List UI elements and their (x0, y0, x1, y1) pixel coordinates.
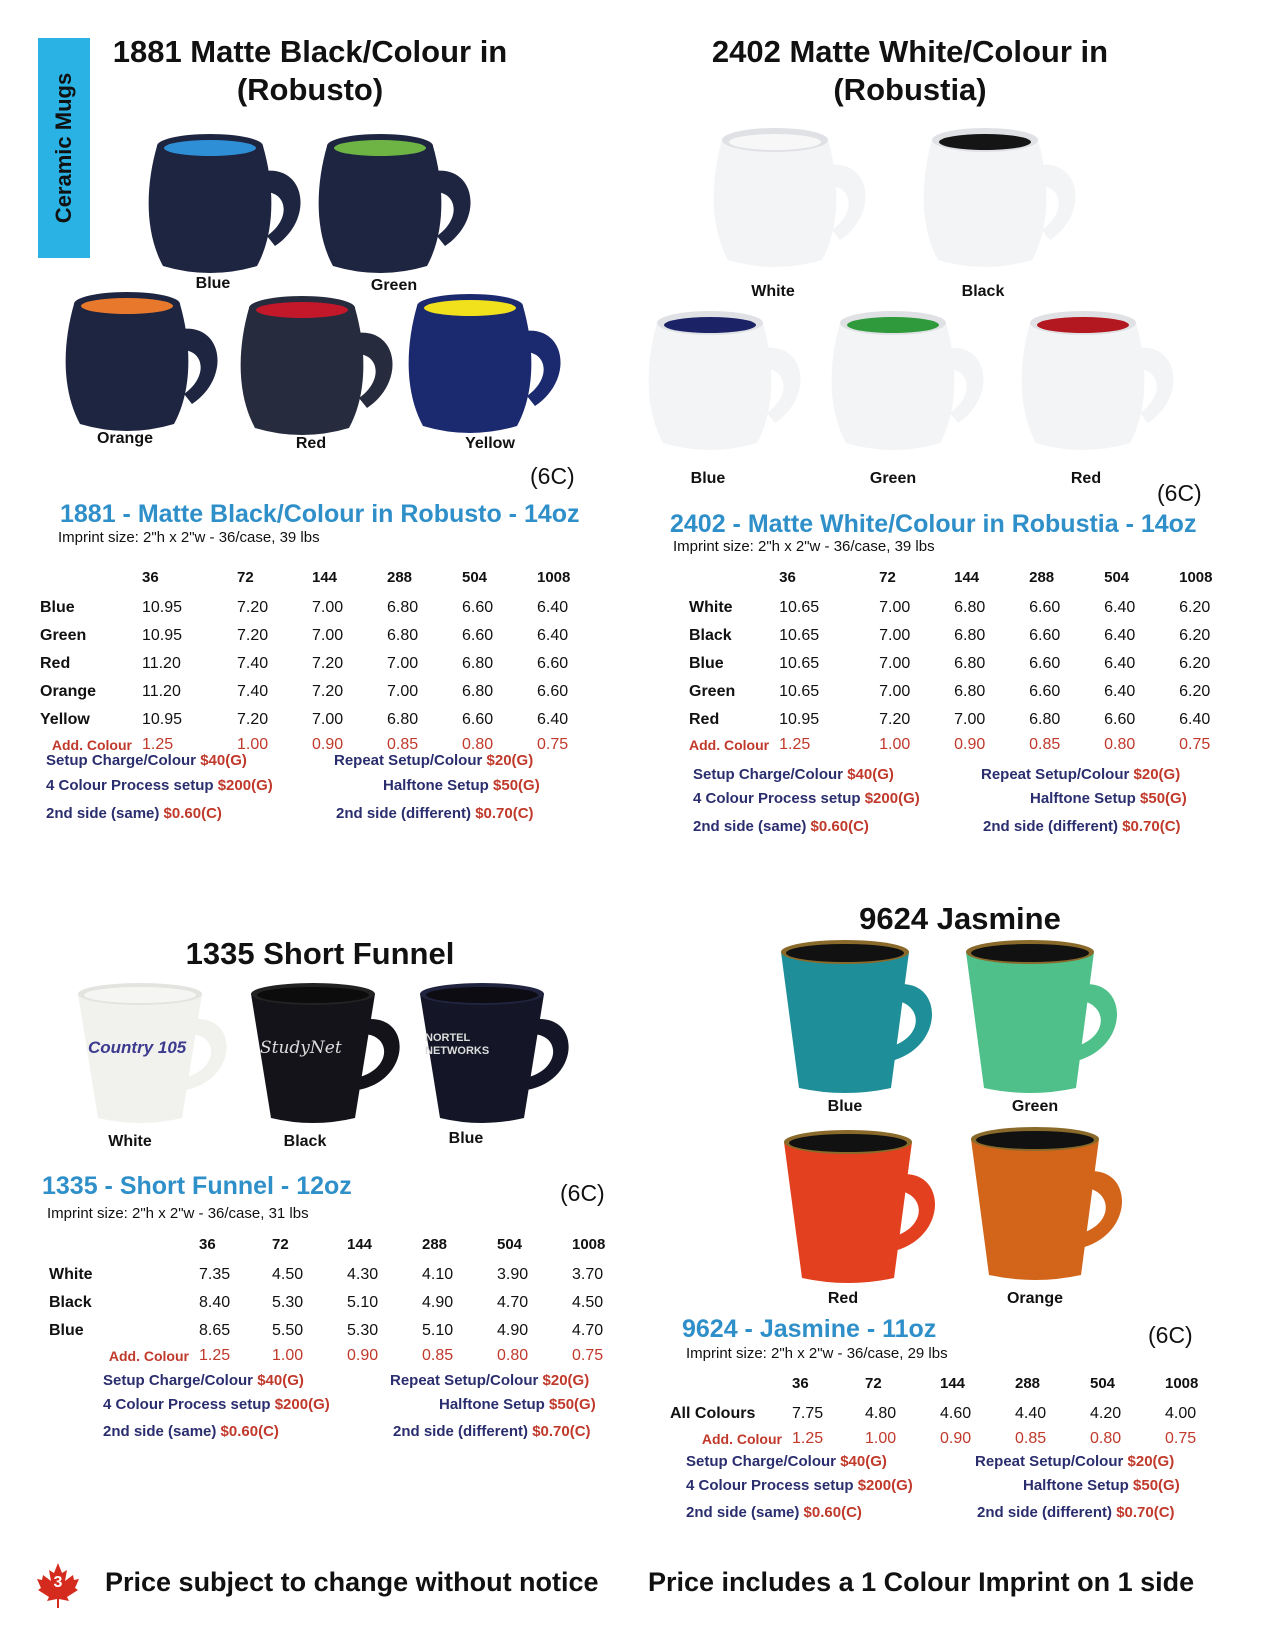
price-cell: 6.80 (954, 627, 986, 644)
setup-label: Halftone Setup (383, 777, 494, 794)
qty-header: 36 (792, 1374, 809, 1392)
price-cell: 6.60 (537, 655, 569, 672)
price-cell: 6.60 (1104, 711, 1136, 728)
imprint-size: Imprint size: 2"h x 2"w - 36/case, 29 lbs (686, 1345, 948, 1362)
price-cell: 5.30 (272, 1294, 304, 1311)
price-cell: 7.20 (312, 683, 344, 700)
price-row (40, 706, 612, 734)
p1335-subtitle: 1335 - Short Funnel - 12oz (42, 1172, 352, 1200)
price-row (40, 650, 612, 678)
repeat-setup (981, 766, 1180, 783)
price-cell: 0.75 (572, 1347, 604, 1364)
price-cell: 10.95 (142, 711, 183, 728)
qty-header: 1008 (572, 1235, 606, 1253)
row-label: Blue (689, 655, 724, 672)
footer-disclaimer: Price subject to change without notice (105, 1567, 599, 1597)
mug-2402-white (710, 122, 890, 272)
second-side-same (693, 818, 869, 835)
qty-header: 72 (272, 1235, 289, 1253)
setup-label: Repeat Setup/Colour (334, 752, 487, 769)
qty-header: 144 (312, 568, 338, 586)
price-cell: 10.65 (779, 627, 820, 644)
setup-price: $200(G) (864, 790, 920, 807)
mug-2402-black (920, 122, 1100, 272)
price-cell: 4.30 (347, 1266, 379, 1283)
logo-nortel: NORTEL NETWORKS (425, 1032, 490, 1057)
print-code: (6C) (1148, 1322, 1193, 1348)
price-cell: 6.60 (1029, 599, 1061, 616)
mug-9624-orange (965, 1127, 1145, 1287)
mug-label: Orange (1006, 1290, 1063, 1307)
setup-label: 4 Colour Process setup (693, 790, 865, 807)
price-cell: 0.80 (1104, 736, 1136, 753)
mug-label: Black (961, 283, 1005, 300)
price-cell: 6.60 (537, 683, 569, 700)
price-table-2402 (689, 560, 1254, 756)
mug-1881-yellow (405, 288, 585, 438)
price-cell: 6.40 (1104, 655, 1136, 672)
setup-charge (686, 1453, 887, 1470)
price-cell: 6.60 (462, 599, 494, 616)
price-cell: 7.20 (237, 599, 269, 616)
price-cell: 1.00 (865, 1430, 897, 1447)
price-cell: 0.90 (954, 736, 986, 753)
imprint-size: Imprint size: 2"h x 2"w - 36/case, 39 lbs (58, 529, 320, 546)
mug-label: Blue (448, 1130, 484, 1147)
row-label: Red (40, 655, 71, 672)
qty-header: 72 (865, 1374, 882, 1392)
setup-price: $0.70(C) (1122, 818, 1181, 835)
price-cell: 4.20 (1090, 1405, 1122, 1422)
imprint-size: Imprint size: 2"h x 2"w - 36/case, 31 lbs (47, 1205, 309, 1222)
setup-label: Halftone Setup (1030, 790, 1141, 807)
setup-price: $20(G) (486, 752, 534, 769)
repeat-setup (975, 1453, 1174, 1470)
mug-9624-red (778, 1130, 958, 1290)
row-label: Green (40, 627, 87, 644)
setup-price: $0.70(C) (532, 1423, 591, 1440)
row-label: Blue (49, 1322, 84, 1339)
price-cell: 6.80 (954, 683, 986, 700)
setup-price: $40(G) (840, 1453, 887, 1470)
price-table-1335 (49, 1227, 647, 1367)
mug-label: Orange (96, 430, 153, 447)
second-side-different (336, 805, 534, 822)
price-row (49, 1289, 647, 1317)
price-cell: 4.90 (422, 1294, 454, 1311)
row-label: Black (689, 627, 732, 644)
mug-9624-green (960, 940, 1140, 1100)
price-cell: 1.25 (142, 736, 174, 753)
price-cell: 0.80 (1090, 1430, 1122, 1447)
category-tab (38, 38, 90, 258)
price-cell: 4.90 (497, 1322, 529, 1339)
price-cell: 7.20 (237, 711, 269, 728)
setup-price: $200(G) (217, 777, 273, 794)
setup-label: 2nd side (same) (686, 1504, 804, 1521)
price-cell: 6.40 (537, 627, 569, 644)
setup-label: 4 Colour Process setup (46, 777, 218, 794)
price-cell: 7.00 (387, 655, 419, 672)
price-cell: 4.50 (572, 1294, 604, 1311)
qty-header: 504 (1104, 568, 1130, 586)
mug-2402-blue (645, 305, 825, 460)
row-label: White (49, 1266, 93, 1283)
qty-header: 1008 (537, 568, 571, 586)
setup-price: $40(G) (847, 766, 894, 783)
mug-label: Blue (690, 470, 726, 487)
setup-label: 2nd side (same) (46, 805, 164, 822)
halftone-setup (383, 777, 540, 794)
price-cell: 10.95 (142, 599, 183, 616)
logo-studynet: StudyNet (260, 1038, 342, 1058)
price-cell: 10.65 (779, 655, 820, 672)
price-cell: 6.60 (462, 627, 494, 644)
mug-1881-green (315, 128, 495, 278)
price-cell: 6.40 (1104, 683, 1136, 700)
qty-header: 288 (1029, 568, 1055, 586)
qty-header: 36 (779, 568, 796, 586)
price-cell: 7.40 (237, 683, 269, 700)
price-row (670, 1400, 1240, 1428)
setup-charge (103, 1372, 304, 1389)
mug-label: White (751, 283, 795, 300)
setup-price: $50(G) (1140, 790, 1187, 807)
setup-price: $20(G) (542, 1372, 590, 1389)
setup-label: Halftone Setup (439, 1396, 550, 1413)
price-cell: 7.40 (237, 655, 269, 672)
qty-header: 144 (347, 1235, 373, 1253)
price-cell: 4.70 (572, 1322, 604, 1339)
price-cell: 7.00 (312, 627, 344, 644)
price-cell: 6.20 (1179, 627, 1211, 644)
price-cell: 4.70 (497, 1294, 529, 1311)
process-setup (103, 1396, 330, 1413)
price-cell: 10.65 (779, 599, 820, 616)
row-label: Add. Colour (108, 1348, 189, 1364)
price-cell: 0.85 (1015, 1430, 1047, 1447)
price-cell: 6.80 (462, 655, 494, 672)
price-cell: 10.95 (779, 711, 820, 728)
price-cell: 0.75 (1179, 736, 1211, 753)
qty-header: 144 (940, 1374, 966, 1392)
price-cell: 6.40 (537, 711, 569, 728)
price-cell: 4.10 (422, 1266, 454, 1283)
price-cell: 5.10 (347, 1294, 379, 1311)
price-cell: 0.85 (422, 1347, 454, 1364)
row-label: Add. Colour (689, 737, 770, 753)
setup-label: Repeat Setup/Colour (981, 766, 1134, 783)
price-cell: 5.30 (347, 1322, 379, 1339)
price-cell: 0.85 (387, 736, 419, 753)
price-cell: 4.80 (865, 1405, 897, 1422)
row-label: Add. Colour (51, 737, 132, 753)
mug-label: Red (1070, 470, 1102, 487)
mug-label: Green (1011, 1098, 1059, 1115)
price-cell: 7.00 (879, 627, 911, 644)
price-cell: 0.90 (312, 736, 344, 753)
second-side-different (983, 818, 1181, 835)
row-label: All Colours (670, 1405, 756, 1422)
row-label: Black (49, 1294, 92, 1311)
price-cell: 3.70 (572, 1266, 604, 1283)
price-cell: 6.60 (1029, 683, 1061, 700)
price-cell: 8.40 (199, 1294, 231, 1311)
price-cell: 3.90 (497, 1266, 529, 1283)
qty-header: 72 (237, 568, 254, 586)
row-label: Orange (40, 683, 97, 700)
price-cell: 1.25 (792, 1430, 824, 1447)
price-cell: 7.00 (954, 711, 986, 728)
price-row (40, 594, 612, 622)
setup-label: Repeat Setup/Colour (975, 1453, 1128, 1470)
price-cell: 6.80 (954, 599, 986, 616)
repeat-setup (334, 752, 533, 769)
setup-price: $0.60(C) (220, 1423, 279, 1440)
qty-header: 36 (199, 1235, 216, 1253)
repeat-setup (390, 1372, 589, 1389)
price-cell: 6.20 (1179, 683, 1211, 700)
row-label: Yellow (40, 711, 90, 728)
mug-2402-red (1018, 305, 1198, 460)
price-cell: 4.00 (1165, 1405, 1197, 1422)
mug-label: White (108, 1133, 152, 1150)
price-cell: 7.00 (312, 711, 344, 728)
price-cell: 5.10 (422, 1322, 454, 1339)
price-cell: 0.90 (940, 1430, 972, 1447)
price-cell: 1.25 (779, 736, 811, 753)
price-cell: 1.00 (879, 736, 911, 753)
price-cell: 6.80 (462, 683, 494, 700)
qty-header: 504 (462, 568, 488, 586)
price-cell: 11.20 (142, 683, 181, 700)
qty-header: 1008 (1179, 568, 1213, 586)
imprint-size: Imprint size: 2"h x 2"w - 36/case, 39 lbs (673, 538, 935, 555)
price-cell: 6.40 (537, 599, 569, 616)
price-row (49, 1261, 647, 1289)
qty-header: 36 (142, 568, 159, 586)
mug-1881-orange (62, 286, 242, 436)
price-cell: 0.90 (347, 1347, 379, 1364)
price-cell: 0.75 (537, 736, 569, 753)
mug-1881-red (237, 290, 417, 440)
print-code: (6C) (560, 1180, 605, 1206)
print-code: (6C) (530, 463, 575, 489)
setup-label: Setup Charge/Colour (693, 766, 848, 783)
page-number: 3 (53, 1574, 63, 1591)
qty-header: 1008 (1165, 1374, 1199, 1392)
setup-charge (46, 752, 247, 769)
mug-2402-green (828, 305, 1008, 460)
p1881-title: 1881 Matte Black/Colour in (Robusto) (112, 34, 508, 107)
price-cell: 7.00 (312, 599, 344, 616)
mug-label: Red (295, 435, 327, 452)
setup-price: $0.60(C) (803, 1504, 862, 1521)
qty-header: 504 (1090, 1374, 1116, 1392)
price-row (689, 594, 1254, 622)
setup-label: 2nd side (different) (336, 805, 476, 822)
setup-label: Halftone Setup (1023, 1477, 1134, 1494)
mug-label: Green (869, 470, 917, 487)
qty-header: 288 (387, 568, 413, 586)
p1881-subtitle: 1881 - Matte Black/Colour in Robusto - 14oz (60, 500, 580, 528)
setup-price: $20(G) (1127, 1453, 1175, 1470)
price-cell: 7.00 (879, 655, 911, 672)
price-row (689, 650, 1254, 678)
mug-label: Blue (195, 275, 231, 292)
setup-price: $200(G) (274, 1396, 330, 1413)
price-row (40, 678, 612, 706)
price-cell: 6.80 (954, 655, 986, 672)
price-cell: 6.40 (1179, 711, 1211, 728)
qty-header: 288 (422, 1235, 448, 1253)
price-cell: 1.00 (272, 1347, 304, 1364)
second-side-same (46, 805, 222, 822)
mug-label: Yellow (465, 435, 515, 452)
process-setup (693, 790, 920, 807)
price-row (40, 622, 612, 650)
price-cell: 6.60 (1029, 627, 1061, 644)
price-cell: 10.95 (142, 627, 183, 644)
category-tab-label: Ceramic Mugs (51, 72, 76, 224)
price-cell: 7.00 (879, 599, 911, 616)
price-cell: 5.50 (272, 1322, 304, 1339)
setup-label: 4 Colour Process setup (686, 1477, 858, 1494)
setup-price: $200(G) (857, 1477, 913, 1494)
price-cell: 0.80 (497, 1347, 529, 1364)
second-side-different (393, 1423, 591, 1440)
halftone-setup (1023, 1477, 1180, 1494)
setup-label: Repeat Setup/Colour (390, 1372, 543, 1389)
setup-label: 4 Colour Process setup (103, 1396, 275, 1413)
price-cell: 4.40 (1015, 1405, 1047, 1422)
row-label: Green (689, 683, 736, 700)
row-label: Red (689, 711, 720, 728)
price-cell: 6.20 (1179, 655, 1211, 672)
p2402-title: 2402 Matte White/Colour in (Robustia) (711, 34, 1109, 107)
price-table-1881 (40, 560, 612, 756)
price-row (689, 678, 1254, 706)
price-row (49, 1317, 647, 1345)
price-cell: 6.80 (1029, 711, 1061, 728)
second-side-same (103, 1423, 279, 1440)
halftone-setup (1030, 790, 1187, 807)
mug-9624-blue (775, 940, 955, 1100)
setup-price: $50(G) (1133, 1477, 1180, 1494)
price-cell: 6.40 (1104, 599, 1136, 616)
second-side-same (686, 1504, 862, 1521)
mug-1881-blue (145, 128, 325, 278)
price-cell: 0.85 (1029, 736, 1061, 753)
price-cell: 6.20 (1179, 599, 1211, 616)
setup-price: $40(G) (257, 1372, 304, 1389)
price-cell: 6.60 (462, 711, 494, 728)
setup-price: $40(G) (200, 752, 247, 769)
price-cell: 7.20 (879, 711, 911, 728)
add-colour-row (49, 1345, 647, 1367)
add-colour-row (670, 1428, 1240, 1450)
qty-header: 144 (954, 568, 980, 586)
price-cell: 7.75 (792, 1405, 824, 1422)
setup-label: 2nd side (same) (693, 818, 811, 835)
footer-imprint-note: Price includes a 1 Colour Imprint on 1 side (648, 1567, 1195, 1597)
price-cell: 11.20 (142, 655, 181, 672)
setup-price: $0.70(C) (475, 805, 534, 822)
setup-charge (693, 766, 894, 783)
add-colour-row (689, 734, 1254, 756)
second-side-different (977, 1504, 1175, 1521)
price-row (689, 706, 1254, 734)
price-cell: 6.80 (387, 627, 419, 644)
setup-price: $0.60(C) (163, 805, 222, 822)
price-cell: 0.75 (1165, 1430, 1197, 1447)
mug-label: Red (827, 1290, 859, 1307)
price-cell: 4.60 (940, 1405, 972, 1422)
mug-label: Green (370, 277, 418, 294)
price-cell: 7.20 (312, 655, 344, 672)
setup-label: 2nd side (different) (983, 818, 1123, 835)
process-setup (686, 1477, 913, 1494)
price-table-9624 (670, 1366, 1240, 1450)
price-cell: 4.50 (272, 1266, 304, 1283)
process-setup (46, 777, 273, 794)
setup-label: 2nd side (same) (103, 1423, 221, 1440)
mug-label: Black (283, 1133, 327, 1150)
price-cell: 1.25 (199, 1347, 231, 1364)
price-cell: 7.00 (387, 683, 419, 700)
price-cell: 0.80 (462, 736, 494, 753)
setup-label: Setup Charge/Colour (103, 1372, 258, 1389)
price-cell: 6.80 (387, 711, 419, 728)
setup-label: 2nd side (different) (393, 1423, 533, 1440)
p9624-subtitle: 9624 - Jasmine - 11oz (682, 1315, 937, 1343)
setup-price: $20(G) (1133, 766, 1181, 783)
price-cell: 10.65 (779, 683, 820, 700)
p2402-subtitle: 2402 - Matte White/Colour in Robustia - 14oz (670, 510, 1197, 538)
setup-price: $0.60(C) (810, 818, 869, 835)
price-cell: 1.00 (237, 736, 269, 753)
halftone-setup (439, 1396, 596, 1413)
price-cell: 8.65 (199, 1322, 231, 1339)
price-cell: 6.40 (1104, 627, 1136, 644)
price-cell: 7.00 (879, 683, 911, 700)
setup-price: $0.70(C) (1116, 1504, 1175, 1521)
row-label: White (689, 599, 733, 616)
price-cell: 7.20 (237, 627, 269, 644)
mug-label: Blue (827, 1098, 863, 1115)
price-cell: 7.35 (199, 1266, 231, 1283)
qty-header: 288 (1015, 1374, 1041, 1392)
setup-price: $50(G) (549, 1396, 596, 1413)
p1335-title: 1335 Short Funnel (185, 936, 455, 971)
logo-country-105: Country 105 (88, 1038, 187, 1057)
price-cell: 6.80 (387, 599, 419, 616)
print-code: (6C) (1157, 480, 1202, 506)
row-label: Blue (40, 599, 75, 616)
setup-price: $50(G) (493, 777, 540, 794)
setup-label: 2nd side (different) (977, 1504, 1117, 1521)
qty-header: 504 (497, 1235, 523, 1253)
setup-label: Setup Charge/Colour (46, 752, 201, 769)
p9624-title: 9624 Jasmine (859, 901, 1061, 936)
price-cell: 6.60 (1029, 655, 1061, 672)
qty-header: 72 (879, 568, 896, 586)
row-label: Add. Colour (701, 1431, 782, 1447)
setup-label: Setup Charge/Colour (686, 1453, 841, 1470)
price-row (689, 622, 1254, 650)
